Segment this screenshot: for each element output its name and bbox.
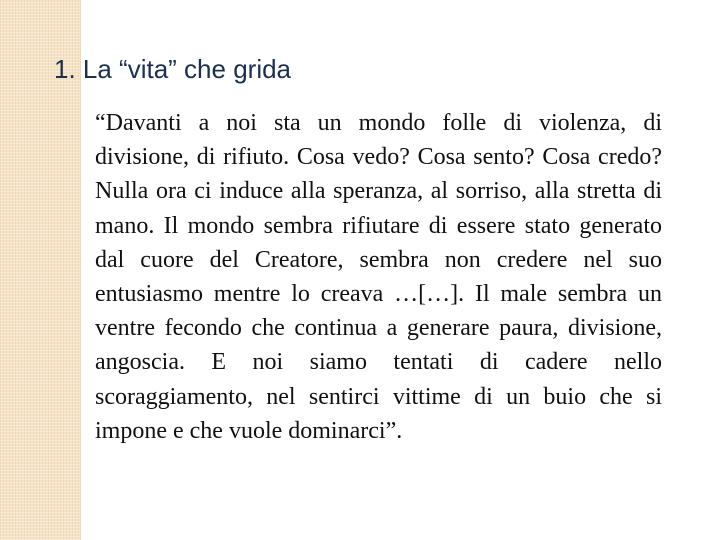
quote-text: “Davanti a noi sta un mondo folle di violenza, di divisione, di rifiuto. Cosa vedo? Cosa sento? Cosa credo? Nulla ora ci induce alla speranza, al sorriso, alla stretta di mano. Il mondo sembra rifiutare di essere stato generato dal cuore del Creatore, sembra non credere nel suo entusiasmo mentre lo creava …[…]. Il male sembra un ventre fecondo che continua a generare paura, divisione, angoscia. E noi siamo tentati di cadere nello scoraggiamento, nel sentirci vittime di un buio che si impone e che vuole dominarci”. <box>95 110 662 444</box>
slide-title: 1. La “vita” che grida <box>54 54 292 84</box>
